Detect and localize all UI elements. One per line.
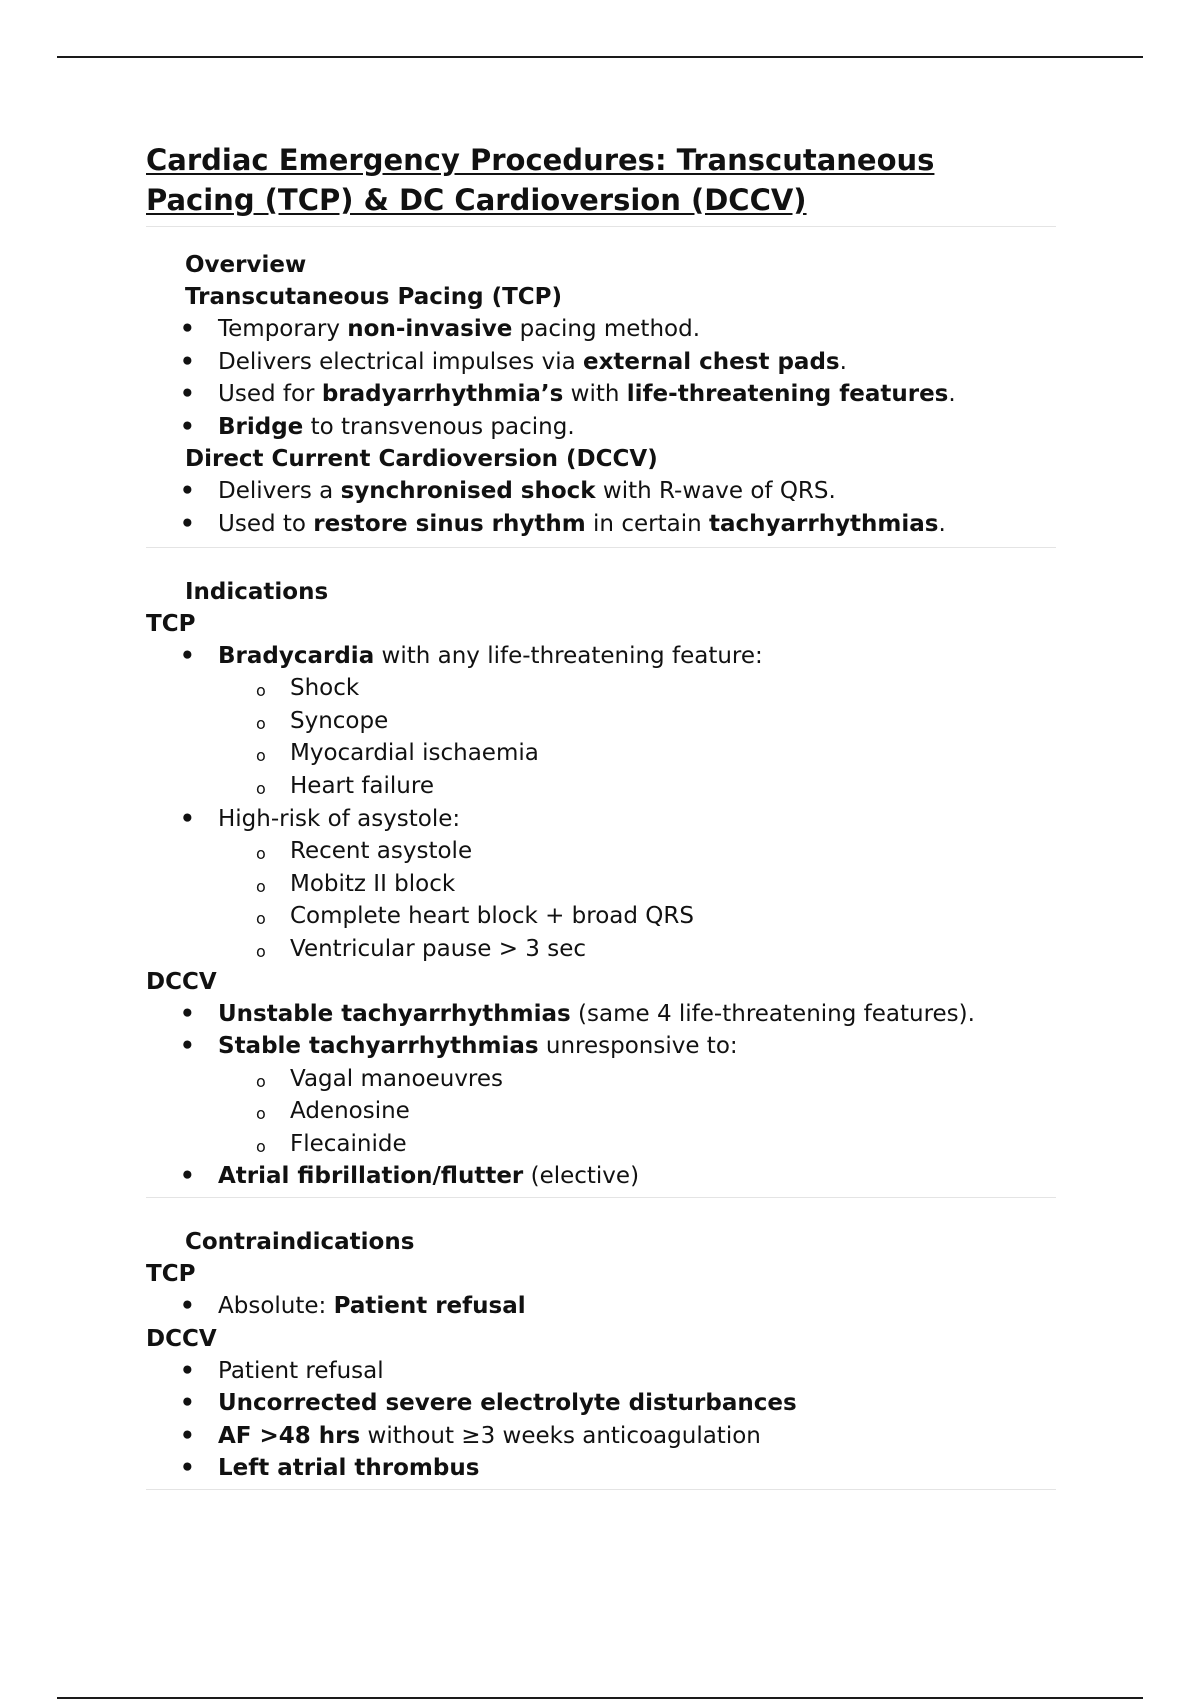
indications-dccv-sublist (146, 1063, 1056, 1161)
sub-list-item: o Vagal manoeuvres (146, 1063, 1056, 1096)
sub-list-item: o Adenosine (146, 1095, 1056, 1128)
overview-heading: Overview (185, 252, 307, 278)
list-item: • Absolute: Patient refusal (146, 1290, 1056, 1323)
contraindications-section (146, 1226, 1056, 1485)
overview-section (146, 249, 1056, 541)
indications-section (146, 576, 1056, 1194)
list-item: • Used for bradyarrhythmia’s with life-threatening features. (146, 378, 1056, 411)
list-item: • Atrial fibrillation/flutter (elective) (146, 1160, 1056, 1193)
contraindications-dccv-label: DCCV (146, 1325, 217, 1352)
sub-list-item: o Ventricular pause > 3 sec (146, 933, 1056, 966)
indications-dccv-label: DCCV (146, 968, 217, 995)
list-item: • Delivers electrical impulses via external chest pads. (146, 346, 1056, 379)
indications-tcp-sublist-2 (146, 835, 1056, 965)
title-line-2: Pacing (TCP) & DC Cardioversion (DCCV) (146, 183, 807, 217)
contraindications-dccv-list (146, 1355, 1056, 1485)
section-divider (146, 226, 1056, 227)
document-body (146, 140, 1056, 1490)
overview-dccv-list (146, 475, 1056, 540)
sub-list-item: o Mobitz II block (146, 868, 1056, 901)
list-item: • Bradycardia with any life-threatening feature: (146, 640, 1056, 673)
overview-dccv-heading: Direct Current Cardioversion (DCCV) (185, 446, 658, 473)
list-item: • AF >48 hrs without ≥3 weeks anticoagulation (146, 1420, 1056, 1453)
sub-list-item: o Recent asystole (146, 835, 1056, 868)
sub-list-item: o Flecainide (146, 1128, 1056, 1161)
list-item: • High-risk of asystole: (146, 803, 1056, 836)
indications-dccv-list (146, 998, 1056, 1063)
sub-list-item: o Complete heart block + broad QRS (146, 900, 1056, 933)
sub-list-item: o Heart failure (146, 770, 1056, 803)
indications-tcp-sublist-1 (146, 672, 1056, 802)
overview-tcp-heading: Transcutaneous Pacing (TCP) (185, 284, 563, 310)
indications-heading: Indications (185, 578, 329, 605)
list-item: • Left atrial thrombus (146, 1452, 1056, 1485)
section-divider (146, 1197, 1056, 1198)
title-line-1: Cardiac Emergency Procedures: Transcutaneous (146, 143, 935, 177)
top-rule (57, 56, 1143, 58)
section-divider (146, 1489, 1056, 1490)
sub-list-item: o Shock (146, 672, 1056, 705)
list-item: • Delivers a synchronised shock with R-wave of QRS. (146, 475, 1056, 508)
list-item: • Patient refusal (146, 1355, 1056, 1388)
section-divider (146, 547, 1056, 548)
overview-tcp-list (146, 313, 1056, 443)
list-item: • Used to restore sinus rhythm in certain tachyarrhythmias. (146, 508, 1056, 541)
contraindications-heading: Contraindications (185, 1229, 415, 1256)
document-title (146, 140, 1056, 220)
contraindications-tcp-label: TCP (146, 1261, 196, 1288)
list-item: • Stable tachyarrhythmias unresponsive to: (146, 1030, 1056, 1063)
list-item: • Bridge to transvenous pacing. (146, 411, 1056, 444)
sub-list-item: o Syncope (146, 705, 1056, 738)
bottom-rule (57, 1697, 1143, 1699)
sub-list-item: o Myocardial ischaemia (146, 737, 1056, 770)
list-item: • Temporary non-invasive pacing method. (146, 313, 1056, 346)
indications-tcp-label: TCP (146, 610, 196, 637)
list-item: • Unstable tachyarrhythmias (same 4 life-threatening features). (146, 998, 1056, 1031)
contraindications-tcp-list (146, 1290, 1056, 1323)
list-item: • Uncorrected severe electrolyte disturbances (146, 1387, 1056, 1420)
indications-tcp-list (146, 640, 1056, 673)
